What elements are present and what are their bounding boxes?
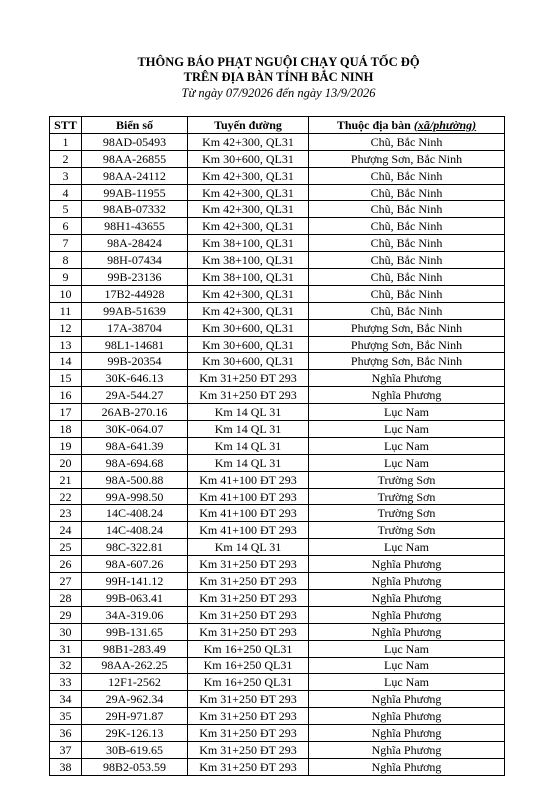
table-row — [50, 623, 505, 640]
cell-stt: 36 — [50, 725, 82, 742]
cell-area: Chũ, Bắc Ninh — [309, 269, 505, 286]
cell-route: Km 14 QL 31 — [188, 404, 309, 421]
cell-route: Km 38+100, QL31 — [188, 252, 309, 269]
cell-area: Phượng Sơn, Bắc Ninh — [309, 319, 505, 336]
table-row — [50, 319, 505, 336]
cell-route: Km 42+300, QL31 — [188, 302, 309, 319]
table-row — [50, 725, 505, 742]
cell-route: Km 38+100, QL31 — [188, 269, 309, 286]
cell-area: Nghĩa Phương — [309, 573, 505, 590]
table-row — [50, 387, 505, 404]
cell-route: Km 30+600, QL31 — [188, 353, 309, 370]
cell-area: Lục Nam — [309, 404, 505, 421]
cell-plate: 98A-500.88 — [82, 471, 188, 488]
cell-route: Km 31+250 ĐT 293 — [188, 725, 309, 742]
cell-area: Nghĩa Phương — [309, 758, 505, 775]
cell-stt: 6 — [50, 218, 82, 235]
table-row — [50, 353, 505, 370]
table-row — [50, 522, 505, 539]
cell-stt: 9 — [50, 269, 82, 286]
cell-route: Km 41+100 ĐT 293 — [188, 522, 309, 539]
table-row — [50, 252, 505, 269]
cell-plate: 29A-962.34 — [82, 691, 188, 708]
cell-stt: 12 — [50, 319, 82, 336]
table-row — [50, 640, 505, 657]
cell-route: Km 14 QL 31 — [188, 437, 309, 454]
cell-route: Km 31+250 ĐT 293 — [188, 623, 309, 640]
cell-plate: 99AB-51639 — [82, 302, 188, 319]
table-row — [50, 691, 505, 708]
cell-plate: 14C-408.24 — [82, 522, 188, 539]
cell-plate: 98H-07434 — [82, 252, 188, 269]
cell-area: Nghĩa Phương — [309, 725, 505, 742]
cell-stt: 27 — [50, 573, 82, 590]
cell-route: Km 31+250 ĐT 293 — [188, 758, 309, 775]
table-row — [50, 758, 505, 775]
cell-area: Chũ, Bắc Ninh — [309, 252, 505, 269]
cell-route: Km 42+300, QL31 — [188, 184, 309, 201]
cell-route: Km 31+250 ĐT 293 — [188, 691, 309, 708]
cell-route: Km 31+250 ĐT 293 — [188, 741, 309, 758]
cell-stt: 32 — [50, 657, 82, 674]
table-row — [50, 606, 505, 623]
table-row — [50, 708, 505, 725]
cell-plate: 98AA-24112 — [82, 167, 188, 184]
header-plate: Biển số — [82, 117, 188, 134]
cell-stt: 14 — [50, 353, 82, 370]
cell-plate: 98A-607.26 — [82, 556, 188, 573]
cell-plate: 34A-319.06 — [82, 606, 188, 623]
cell-plate: 99A-998.50 — [82, 488, 188, 505]
cell-stt: 20 — [50, 454, 82, 471]
cell-stt: 1 — [50, 133, 82, 150]
table-row — [50, 674, 505, 691]
cell-area: Nghĩa Phương — [309, 370, 505, 387]
cell-area: Chũ, Bắc Ninh — [309, 167, 505, 184]
cell-stt: 21 — [50, 471, 82, 488]
header-area — [309, 117, 505, 134]
table-row — [50, 184, 505, 201]
cell-area: Lục Nam — [309, 539, 505, 556]
table-header-row — [50, 117, 505, 134]
cell-area: Chũ, Bắc Ninh — [309, 285, 505, 302]
cell-route: Km 30+600, QL31 — [188, 336, 309, 353]
cell-route: Km 14 QL 31 — [188, 421, 309, 438]
cell-stt: 31 — [50, 640, 82, 657]
cell-stt: 18 — [50, 421, 82, 438]
table-row — [50, 167, 505, 184]
cell-route: Km 16+250 QL31 — [188, 640, 309, 657]
cell-route: Km 41+100 ĐT 293 — [188, 505, 309, 522]
table-row — [50, 539, 505, 556]
cell-plate: 99AB-11955 — [82, 184, 188, 201]
cell-route: Km 42+300, QL31 — [188, 133, 309, 150]
cell-plate: 26AB-270.16 — [82, 404, 188, 421]
cell-route: Km 31+250 ĐT 293 — [188, 589, 309, 606]
cell-area: Lục Nam — [309, 421, 505, 438]
table-row — [50, 133, 505, 150]
cell-stt: 23 — [50, 505, 82, 522]
cell-stt: 19 — [50, 437, 82, 454]
table-row — [50, 336, 505, 353]
cell-area: Nghĩa Phương — [309, 589, 505, 606]
cell-stt: 29 — [50, 606, 82, 623]
table-row — [50, 235, 505, 252]
table-row — [50, 218, 505, 235]
cell-plate: 30B-619.65 — [82, 741, 188, 758]
table-row — [50, 573, 505, 590]
header-area-qualifier: (xã/phường) — [413, 117, 477, 132]
cell-plate: 98AA-26855 — [82, 150, 188, 167]
cell-area: Chũ, Bắc Ninh — [309, 184, 505, 201]
cell-stt: 7 — [50, 235, 82, 252]
cell-route: Km 31+250 ĐT 293 — [188, 606, 309, 623]
cell-route: Km 14 QL 31 — [188, 454, 309, 471]
cell-area: Nghĩa Phương — [309, 741, 505, 758]
cell-stt: 34 — [50, 691, 82, 708]
cell-area: Nghĩa Phương — [309, 556, 505, 573]
cell-area: Chũ, Bắc Ninh — [309, 235, 505, 252]
cell-stt: 24 — [50, 522, 82, 539]
table-row — [50, 657, 505, 674]
cell-plate: 98A-28424 — [82, 235, 188, 252]
cell-stt: 16 — [50, 387, 82, 404]
cell-route: Km 31+250 ĐT 293 — [188, 708, 309, 725]
cell-plate: 99B-063.41 — [82, 589, 188, 606]
cell-route: Km 14 QL 31 — [188, 539, 309, 556]
table-row — [50, 269, 505, 286]
cell-area: Lục Nam — [309, 674, 505, 691]
cell-plate: 99B-131.65 — [82, 623, 188, 640]
cell-route: Km 41+100 ĐT 293 — [188, 488, 309, 505]
cell-stt: 15 — [50, 370, 82, 387]
table-row — [50, 556, 505, 573]
cell-stt: 30 — [50, 623, 82, 640]
table-row — [50, 370, 505, 387]
table-row — [50, 150, 505, 167]
cell-stt: 35 — [50, 708, 82, 725]
table-row — [50, 404, 505, 421]
table-row — [50, 589, 505, 606]
cell-plate: 98B2-053.59 — [82, 758, 188, 775]
cell-area: Trường Sơn — [309, 505, 505, 522]
cell-route: Km 41+100 ĐT 293 — [188, 471, 309, 488]
cell-plate: 98A-694.68 — [82, 454, 188, 471]
cell-plate: 17A-38704 — [82, 319, 188, 336]
cell-area: Nghĩa Phương — [309, 623, 505, 640]
cell-plate: 98AA-262.25 — [82, 657, 188, 674]
cell-stt: 38 — [50, 758, 82, 775]
cell-route: Km 30+600, QL31 — [188, 319, 309, 336]
cell-area: Lục Nam — [309, 640, 505, 657]
document-title-line2: TRÊN ĐỊA BÀN TỈNH BẮC NINH — [183, 70, 374, 84]
table-row — [50, 201, 505, 218]
cell-route: Km 31+250 ĐT 293 — [188, 556, 309, 573]
cell-area: Lục Nam — [309, 454, 505, 471]
cell-plate: 98A-641.39 — [82, 437, 188, 454]
cell-stt: 22 — [50, 488, 82, 505]
cell-area: Nghĩa Phương — [309, 606, 505, 623]
cell-plate: 98C-322.81 — [82, 539, 188, 556]
cell-route: Km 16+250 QL31 — [188, 674, 309, 691]
cell-plate: 98L1-14681 — [82, 336, 188, 353]
document-title-line1: THÔNG BÁO PHẠT NGUỘI CHẠY QUÁ TỐC ĐỘ — [137, 55, 420, 69]
cell-plate: 12F1-2562 — [82, 674, 188, 691]
cell-route: Km 42+300, QL31 — [188, 285, 309, 302]
cell-area: Phượng Sơn, Bắc Ninh — [309, 353, 505, 370]
cell-area: Chũ, Bắc Ninh — [309, 302, 505, 319]
date-range-subtitle: Từ ngày 07/92026 đến ngày 13/9/2026 — [181, 86, 376, 100]
cell-area: Nghĩa Phương — [309, 708, 505, 725]
cell-route: Km 38+100, QL31 — [188, 235, 309, 252]
cell-stt: 2 — [50, 150, 82, 167]
cell-stt: 25 — [50, 539, 82, 556]
cell-area: Chũ, Bắc Ninh — [309, 218, 505, 235]
violations-table — [49, 116, 505, 776]
cell-stt: 26 — [50, 556, 82, 573]
table-row — [50, 488, 505, 505]
cell-stt: 8 — [50, 252, 82, 269]
table-row — [50, 454, 505, 471]
cell-area: Chũ, Bắc Ninh — [309, 133, 505, 150]
table-row — [50, 302, 505, 319]
cell-plate: 98H1-43655 — [82, 218, 188, 235]
header-route: Tuyến đường — [188, 117, 309, 134]
cell-area: Lục Nam — [309, 437, 505, 454]
cell-stt: 37 — [50, 741, 82, 758]
cell-area: Trường Sơn — [309, 522, 505, 539]
table-row — [50, 471, 505, 488]
cell-stt: 17 — [50, 404, 82, 421]
cell-plate: 30K-646.13 — [82, 370, 188, 387]
cell-plate: 98AD-05493 — [82, 133, 188, 150]
cell-stt: 10 — [50, 285, 82, 302]
cell-plate: 30K-064.07 — [82, 421, 188, 438]
cell-stt: 28 — [50, 589, 82, 606]
cell-plate: 99B-23136 — [82, 269, 188, 286]
cell-area: Chũ, Bắc Ninh — [309, 201, 505, 218]
cell-plate: 99H-141.12 — [82, 573, 188, 590]
cell-plate: 99B-20354 — [82, 353, 188, 370]
cell-area: Nghĩa Phương — [309, 387, 505, 404]
table-row — [50, 741, 505, 758]
cell-plate: 98AB-07332 — [82, 201, 188, 218]
cell-route: Km 30+600, QL31 — [188, 150, 309, 167]
cell-area: Trường Sơn — [309, 471, 505, 488]
cell-plate: 29H-971.87 — [82, 708, 188, 725]
cell-stt: 33 — [50, 674, 82, 691]
cell-route: Km 16+250 QL31 — [188, 657, 309, 674]
cell-stt: 4 — [50, 184, 82, 201]
cell-route: Km 31+250 ĐT 293 — [188, 370, 309, 387]
table-row — [50, 285, 505, 302]
cell-stt: 11 — [50, 302, 82, 319]
cell-stt: 5 — [50, 201, 82, 218]
cell-area: Lục Nam — [309, 657, 505, 674]
cell-plate: 14C-408.24 — [82, 505, 188, 522]
cell-route: Km 31+250 ĐT 293 — [188, 387, 309, 404]
cell-plate: 29A-544.27 — [82, 387, 188, 404]
table-row — [50, 421, 505, 438]
cell-route: Km 42+300, QL31 — [188, 201, 309, 218]
table-row — [50, 505, 505, 522]
table-row — [50, 437, 505, 454]
cell-route: Km 42+300, QL31 — [188, 218, 309, 235]
cell-stt: 3 — [50, 167, 82, 184]
cell-area: Phượng Sơn, Bắc Ninh — [309, 336, 505, 353]
cell-area: Phượng Sơn, Bắc Ninh — [309, 150, 505, 167]
cell-stt: 13 — [50, 336, 82, 353]
cell-route: Km 31+250 ĐT 293 — [188, 573, 309, 590]
header-area-label: Thuộc địa bàn — [336, 117, 414, 132]
cell-plate: 98B1-283.49 — [82, 640, 188, 657]
cell-area: Trường Sơn — [309, 488, 505, 505]
table-body — [50, 133, 505, 775]
header-stt: STT — [50, 117, 82, 134]
cell-plate: 17B2-44928 — [82, 285, 188, 302]
cell-area: Nghĩa Phương — [309, 691, 505, 708]
cell-route: Km 42+300, QL31 — [188, 167, 309, 184]
cell-plate: 29K-126.13 — [82, 725, 188, 742]
